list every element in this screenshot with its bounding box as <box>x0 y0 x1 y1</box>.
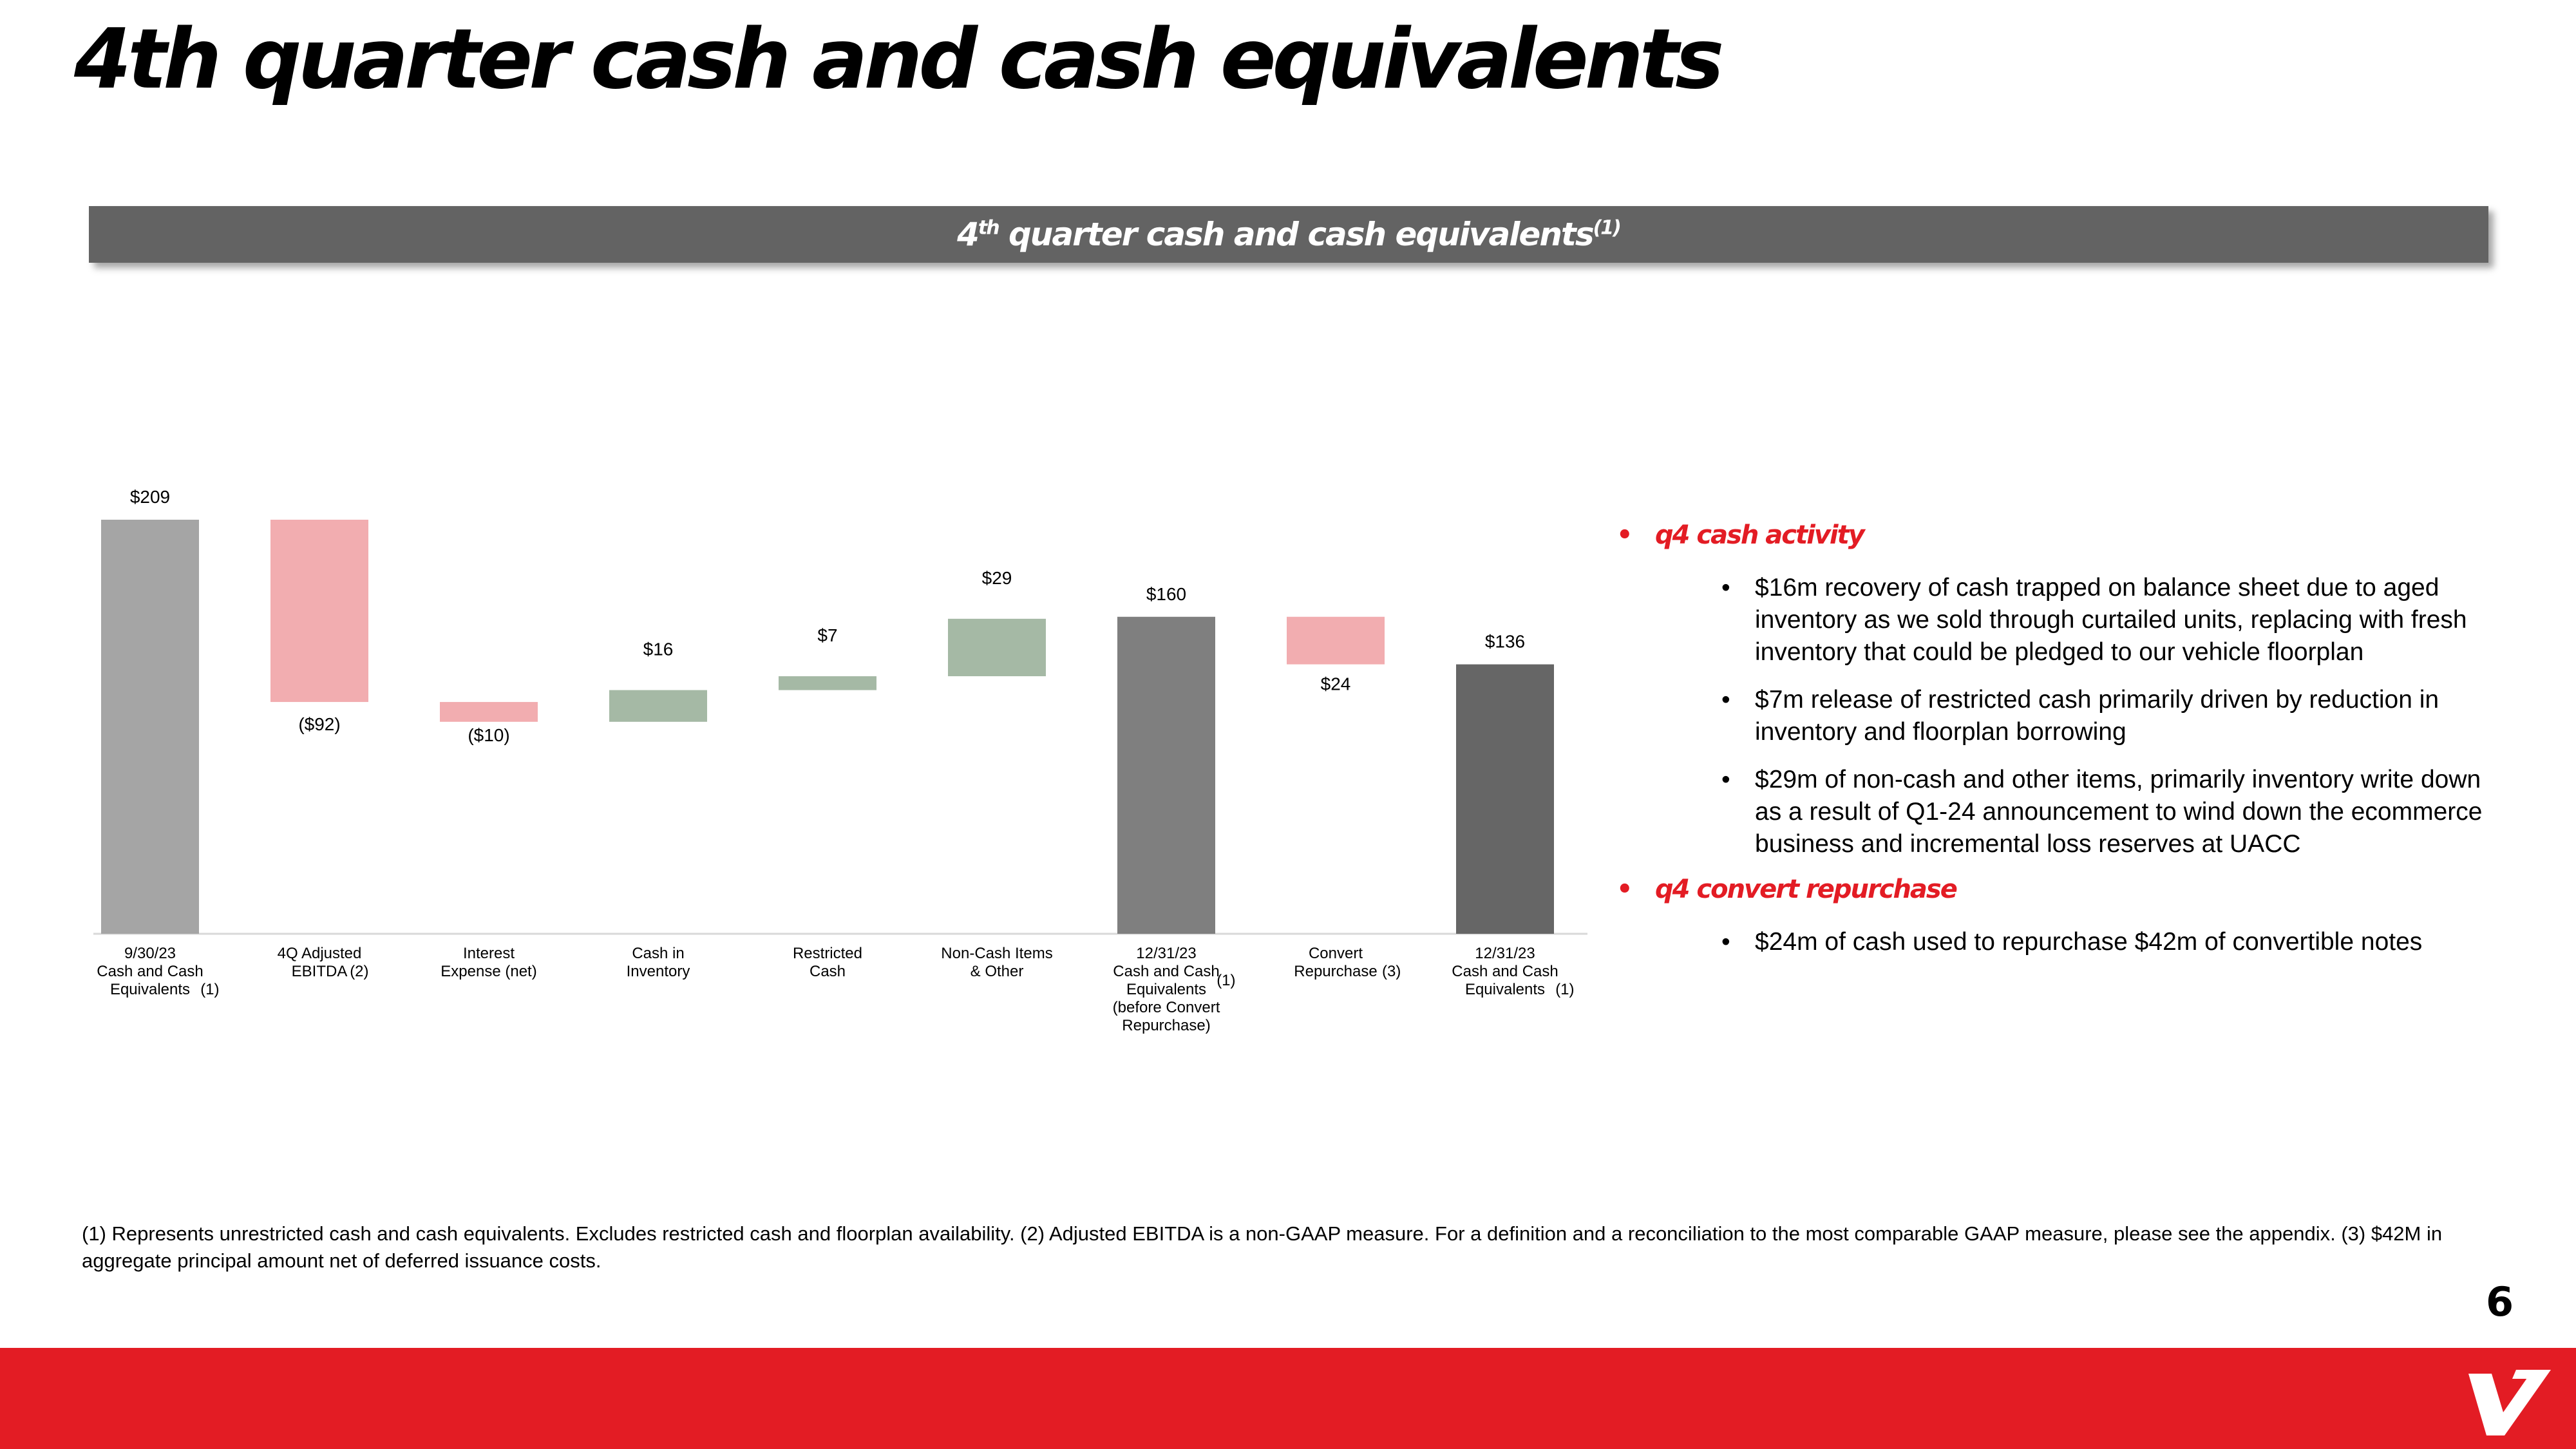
section-heading-cash-activity: • q4 cash activity <box>1616 520 2505 572</box>
category-label: 12/31/23 Cash and Cash Equivalents (before Convert Repurchase) <box>1112 945 1220 1034</box>
page-number: 6 <box>2486 1278 2514 1325</box>
waterfall-bar <box>440 702 538 722</box>
data-label: $29 <box>981 567 1012 588</box>
commentary-item: • $7m release of restricted cash primarily driven by reduction in inventory and floorplan borrowing <box>1755 684 2505 748</box>
footnote: (1) Represents unrestricted cash and cash equivalents. Excludes restricted cash and floorplan availability. (2) Adjusted EBITDA is a non-GAAP measure. For a definition and a reconciliation to the most comparable GAAP measure, please see the appendix. (3) $42M in aggregate principal amount net of deferred issuance costs. <box>82 1222 2443 1272</box>
category-label: Cash in Inventory <box>626 945 690 980</box>
category-label: Interest Expense (net) <box>440 945 537 980</box>
data-label: ($92) <box>298 714 341 735</box>
footer-bar <box>0 1348 2576 1449</box>
data-label: $209 <box>129 487 171 507</box>
category-footnote-marker: (1) <box>1217 972 1236 989</box>
category-footnote-marker: (1) <box>200 981 220 998</box>
waterfall-bar <box>1117 617 1215 934</box>
vroom-v-logo-icon <box>2463 1367 2553 1438</box>
category-label: 4Q Adjusted EBITDA <box>277 945 362 980</box>
data-label: $136 <box>1484 631 1526 652</box>
category-label: Restricted Cash <box>792 945 863 980</box>
category-label: Convert Repurchase <box>1294 945 1378 980</box>
category-footnote-marker: (2) <box>350 963 369 980</box>
data-label: $16 <box>643 639 674 659</box>
data-label: ($10) <box>468 724 510 745</box>
section-heading-convert-repurchase: • q4 convert repurchase <box>1616 875 2505 926</box>
waterfall-chart <box>0 0 1610 1063</box>
commentary <box>1616 520 2505 974</box>
category-label: Non-Cash Items & Other <box>941 945 1053 980</box>
commentary-item: • $16m recovery of cash trapped on balance sheet due to aged inventory as we sold through curtailed units, replacing with fresh inventory that could be pledged to our vehicle floorplan <box>1755 572 2505 668</box>
waterfall-bar <box>609 690 707 722</box>
page-title: 4th quarter cash and cash equivalents <box>74 12 1721 108</box>
chart-banner-title: 4th quarter cash and cash equivalents$^{(1)}$ <box>957 216 1620 253</box>
category-label: 12/31/23 Cash and Cash Equivalents <box>1452 945 1558 998</box>
commentary-item: • $29m of non-cash and other items, primarily inventory write down as a result of Q1-24 announcement to wind down the ecommerce business and incremental loss reserves at UACC <box>1755 764 2505 860</box>
waterfall-bar <box>101 520 199 934</box>
waterfall-bar <box>1456 665 1554 934</box>
waterfall-bar <box>1287 617 1385 665</box>
waterfall-bar <box>270 520 368 702</box>
commentary-item: • $24m of cash used to repurchase $42m of convertible notes <box>1755 926 2505 958</box>
category-footnote-marker: (1) <box>1555 981 1575 998</box>
data-label: $24 <box>1320 674 1351 694</box>
data-label: $160 <box>1146 583 1187 604</box>
data-label: $7 <box>817 625 838 646</box>
category-label: 9/30/23 Cash and Cash Equivalents <box>97 945 204 998</box>
waterfall-bar <box>779 676 876 690</box>
category-footnote-marker: (3) <box>1382 963 1401 980</box>
waterfall-bar <box>948 619 1046 676</box>
